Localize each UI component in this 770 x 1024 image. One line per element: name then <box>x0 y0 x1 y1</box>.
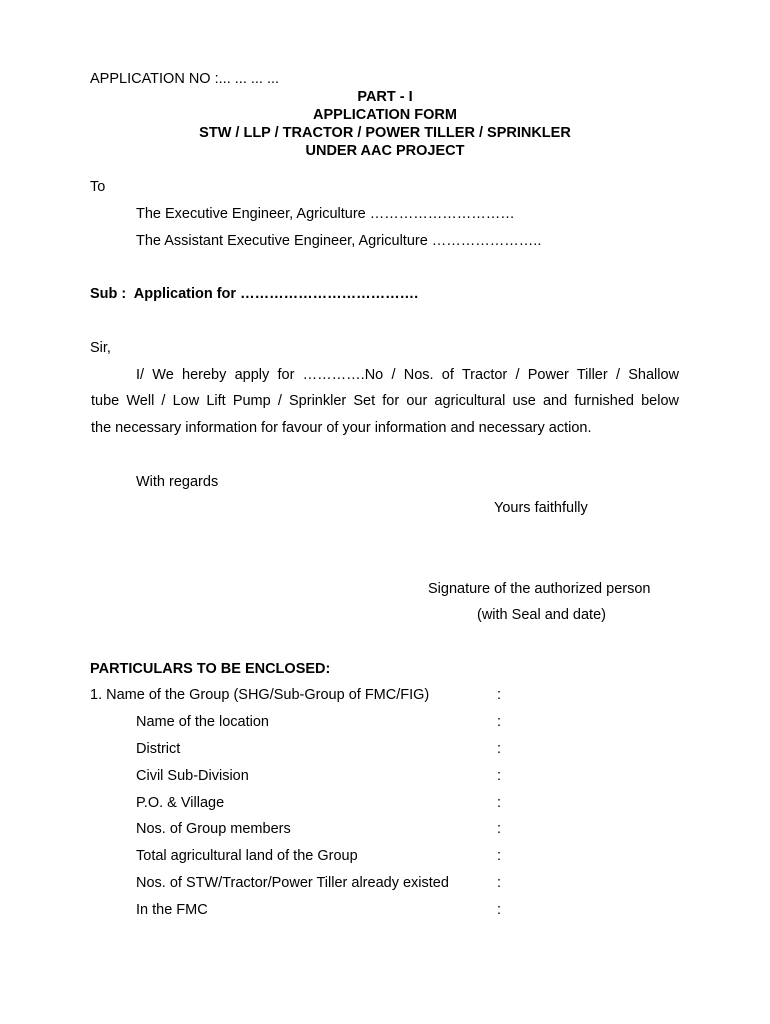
seal-date-label: (with Seal and date) <box>477 607 606 623</box>
form-title: APPLICATION FORM <box>313 107 457 123</box>
subject-line: Sub : Application for ………………………………. <box>90 286 419 302</box>
particular-fmc-label: In the FMC <box>136 902 208 918</box>
form-subtitle: STW / LLP / TRACTOR / POWER TILLER / SPRINKLER <box>199 125 571 141</box>
particular-colon: : <box>497 875 502 891</box>
application-number: APPLICATION NO :... ... ... ... <box>90 71 280 87</box>
with-regards: With regards <box>136 474 219 490</box>
particular-colon: : <box>497 902 502 918</box>
salutation: Sir, <box>90 340 111 356</box>
particulars-heading: PARTICULARS TO BE ENCLOSED: <box>90 661 331 677</box>
particular-colon: : <box>497 714 502 730</box>
particular-subdivision-label: Civil Sub-Division <box>136 768 249 784</box>
addressee-executive-engineer: The Executive Engineer, Agriculture ………………………… <box>136 206 515 222</box>
particular-existing-equipment-label: Nos. of STW/Tractor/Power Tiller already existed <box>136 875 449 891</box>
particular-colon: : <box>497 848 502 864</box>
body-line-2: tube Well / Low Lift Pump / Sprinkler Set for our agricultural use and furnished below <box>91 393 679 409</box>
particular-village-label: P.O. & Village <box>136 795 225 811</box>
particular-colon: : <box>497 795 502 811</box>
to-label: To <box>90 179 106 195</box>
particular-colon: : <box>497 821 502 837</box>
signature-label: Signature of the authorized person <box>428 581 651 597</box>
particular-land-label: Total agricultural land of the Group <box>136 848 358 864</box>
addressee-assistant-engineer: The Assistant Executive Engineer, Agriculture ………………….. <box>136 233 542 249</box>
body-line-1: I/ We hereby apply for ………….No / Nos. of Tractor / Power Tiller / Shallow <box>136 367 679 383</box>
particular-members-label: Nos. of Group members <box>136 821 291 837</box>
particular-colon: : <box>497 741 502 757</box>
particular-colon: : <box>497 768 502 784</box>
part-label: PART - I <box>357 89 413 105</box>
particular-colon: : <box>497 687 502 703</box>
project-label: UNDER AAC PROJECT <box>305 143 465 159</box>
particular-location-label: Name of the location <box>136 714 269 730</box>
particular-group-name-label: 1. Name of the Group (SHG/Sub-Group of FMC/FIG) <box>90 687 430 703</box>
particular-district-label: District <box>136 741 181 757</box>
yours-faithfully: Yours faithfully <box>494 500 588 516</box>
body-line-3: the necessary information for favour of your information and necessary action. <box>91 420 592 436</box>
